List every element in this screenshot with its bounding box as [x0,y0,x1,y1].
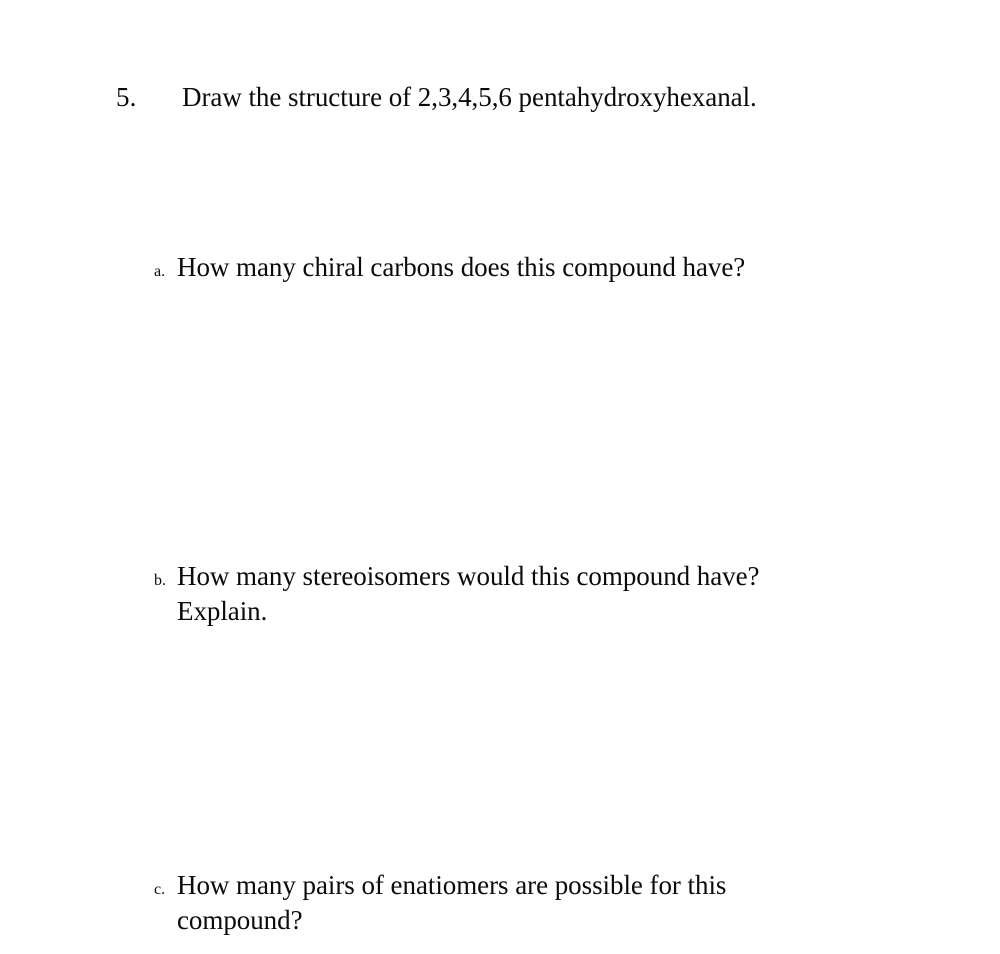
subpart-a [154,250,894,289]
question-5 [116,80,936,114]
subpart-a-marker: a. [154,263,166,280]
subpart-b-line1: How many stereoisomers would this compound have? [177,561,760,591]
subpart-a-line1: How many chiral carbons does this compound have? [177,252,746,282]
subpart-c-line2: compound? [177,905,303,935]
subpart-c-text [177,868,894,938]
subpart-a-text [177,250,894,285]
subpart-c [154,868,894,938]
question-number: 5. [116,82,137,112]
subpart-b-line2: Explain. [177,596,268,626]
subpart-b [154,559,894,629]
subpart-b-text [177,559,894,629]
subpart-c-marker: c. [154,881,166,898]
subpart-b-marker: b. [154,572,166,589]
subpart-c-line1: How many pairs of enatiomers are possible for this [177,870,727,900]
question-prompt: Draw the structure of 2,3,4,5,6 pentahydroxyhexanal. [182,82,757,112]
